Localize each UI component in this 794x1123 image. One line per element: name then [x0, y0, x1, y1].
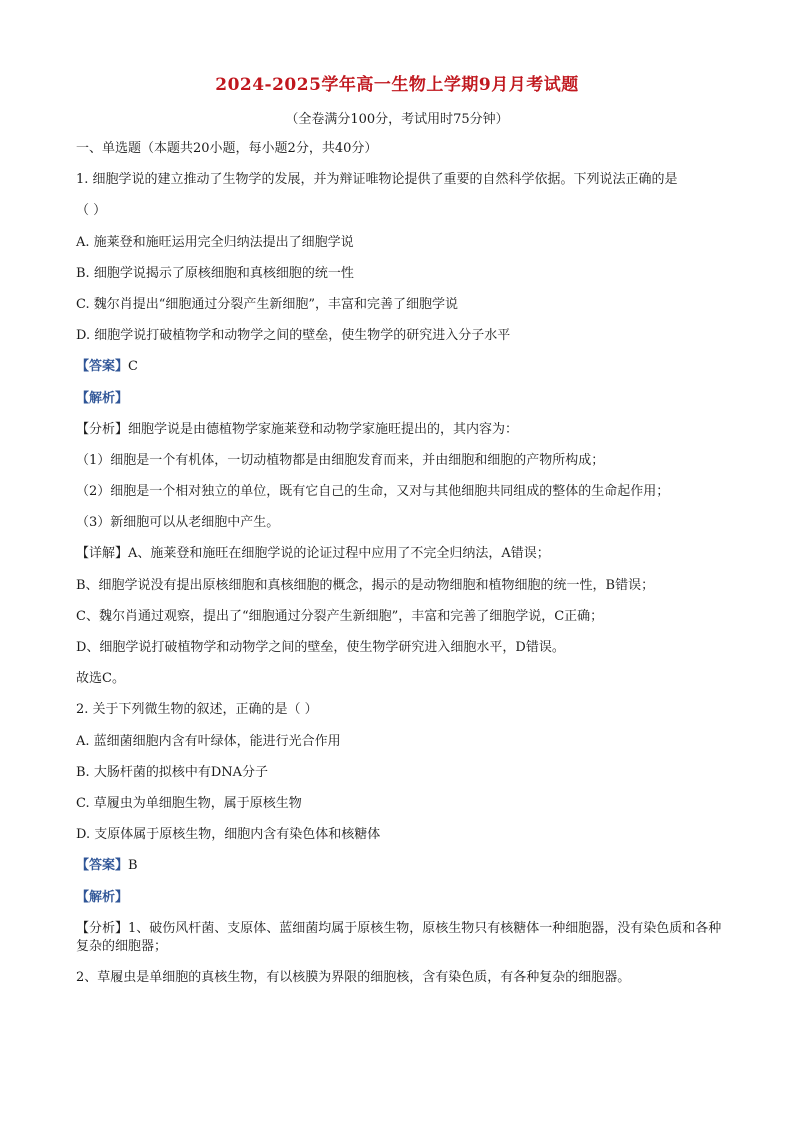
- fenxi-text: 1、破伤风杆菌、支原体、蓝细菌均属于原核生物，原核生物只有核糖体一种细胞器，没有染色质和各种复杂的细胞器；: [76, 920, 722, 954]
- detail-tag: 【详解】: [76, 546, 129, 562]
- fenxi-tag: 【分析】: [76, 920, 129, 936]
- question-1-option-a: A. 施莱登和施旺运用完全归纳法提出了细胞学说: [76, 234, 354, 250]
- question-1-conclusion: 故选C。: [76, 671, 125, 687]
- document-body: [76, 140, 726, 1000]
- question-2-stem: 2. 关于下列微生物的叙述，正确的是（ ）: [76, 702, 318, 718]
- question-1-option-c: C. 魏尔肖提出“细胞通过分裂产生新细胞”，丰富和完善了细胞学说: [76, 296, 459, 312]
- question-2-option-d: D. 支原体属于原核生物，细胞内含有染色体和核糖体: [76, 827, 381, 843]
- question-1-option-d: D. 细胞学说打破植物学和动物学之间的壁垒，使生物学的研究进入分子水平: [76, 328, 511, 344]
- answer-value: B: [128, 858, 138, 874]
- question-2-answer: [76, 857, 726, 888]
- question-2-option-b: B. 大肠杆菌的拟核中有DNA分子: [76, 764, 269, 780]
- question-1-stem: 1. 细胞学说的建立推动了生物学的发展，并为辩证唯物论提供了重要的自然科学依据。下列说法正确的是: [76, 172, 678, 188]
- analysis-tag: 【解析】: [76, 889, 129, 905]
- answer-value: C: [128, 359, 138, 375]
- fenxi-text: 细胞学说是由德植物学家施莱登和动物学家施旺提出的，其内容为：: [128, 421, 519, 437]
- question-1-detail-d: D、细胞学说打破植物学和动物学之间的壁垒，使生物学研究进入细胞水平，D错误。: [76, 640, 565, 655]
- section-heading: 一、单选题（本题共20小题，每小题2分，共40分）: [76, 141, 378, 156]
- question-1-point-3: （3）新细胞可以从老细胞中产生。: [76, 515, 280, 531]
- question-1-option-b: B. 细胞学说揭示了原核细胞和真核细胞的统一性: [76, 265, 354, 281]
- page-subtitle: （全卷满分100分，考试用时75分钟）: [285, 112, 509, 127]
- question-1-detail-a: [76, 545, 726, 576]
- page-title: 2024-2025学年高一生物上学期9月月考试题: [215, 75, 579, 95]
- question-1-detail-c: C、魏尔肖通过观察，提出了“细胞通过分裂产生新细胞”，丰富和完善了细胞学说，C正确；: [76, 608, 604, 624]
- question-2-analysis-tag: [76, 889, 726, 920]
- analysis-tag: 【解析】: [76, 390, 129, 406]
- question-2-point-2: 2、草履虫是单细胞的真核生物，有以核膜为界限的细胞核，含有染色质，有各种复杂的细胞器。: [76, 969, 631, 985]
- question-1-detail-b: B、细胞学说没有提出原核细胞和真核细胞的概念，揭示的是动物细胞和植物细胞的统一性，B错误；: [76, 577, 655, 593]
- question-2-option-a: A. 蓝细菌细胞内含有叶绿体，能进行光合作用: [76, 733, 341, 749]
- detail-text: A、施莱登和施旺在细胞学说的论证过程中应用了不完全归纳法，A错误；: [128, 546, 550, 562]
- question-1-point-2: （2）细胞是一个相对独立的单位，既有它自己的生命，又对与其他细胞共同组成的整体的生命起作用；: [76, 484, 670, 500]
- question-1-answer: [76, 358, 726, 389]
- answer-tag: 【答案】: [76, 359, 129, 375]
- answer-tag: 【答案】: [76, 858, 129, 874]
- question-1-fenxi: [76, 421, 726, 452]
- question-1-point-1: （1）细胞是一个有机体，一切动植物都是由细胞发育而来，并由细胞和细胞的产物所构成；: [76, 452, 605, 468]
- fenxi-tag: 【分析】: [76, 421, 129, 437]
- question-1-stem-cont: （ ）: [76, 203, 107, 219]
- question-2-option-c: C. 草履虫为单细胞生物，属于原核生物: [76, 795, 302, 811]
- question-2-fenxi: [76, 920, 726, 956]
- question-1-analysis-tag: [76, 390, 726, 421]
